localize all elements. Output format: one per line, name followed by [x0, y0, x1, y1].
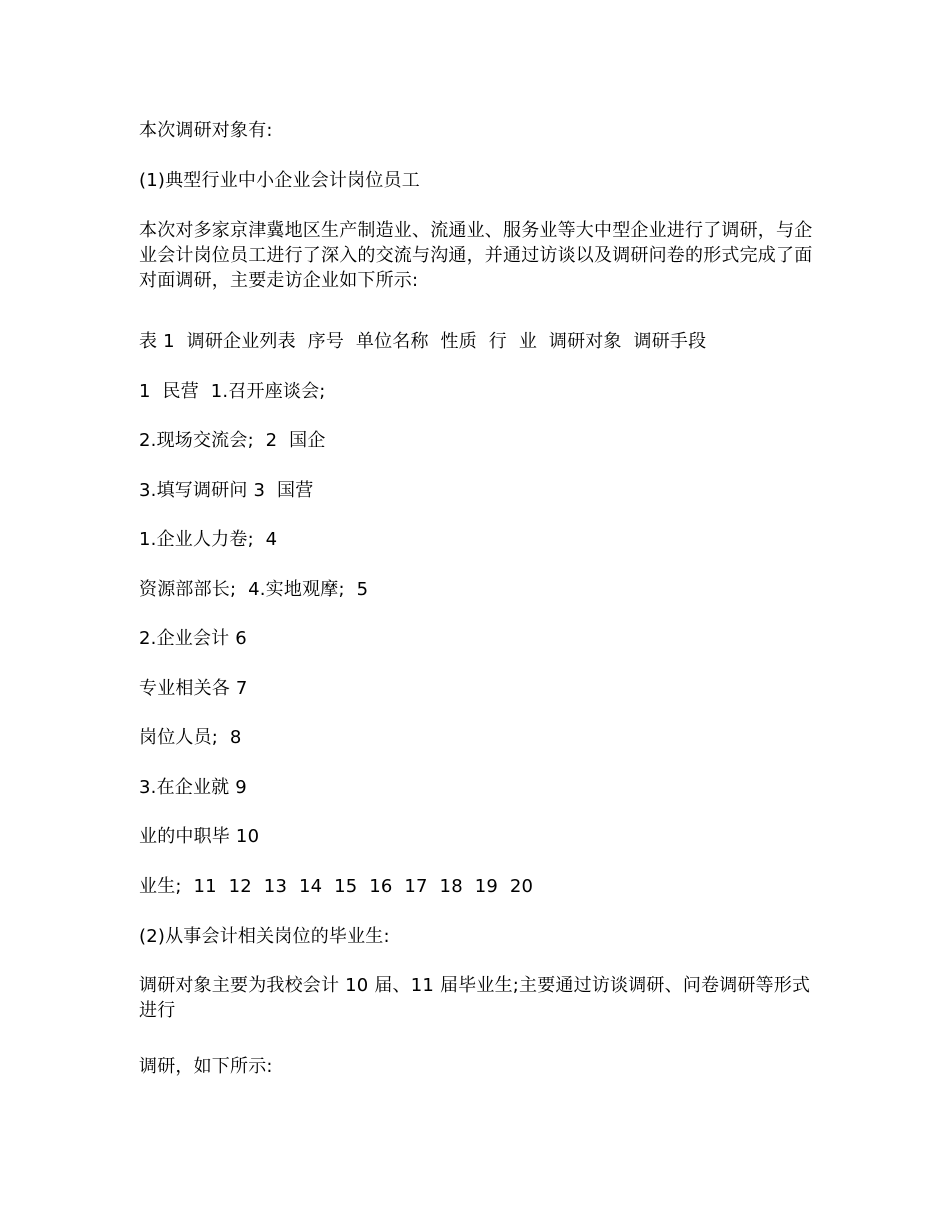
- table-text-line: 岗位人员; 8: [139, 727, 242, 748]
- heading-section-2: (2)从事会计相关岗位的毕业生:: [139, 926, 390, 947]
- paragraph-section-1-body: 本次对多家京津冀地区生产制造业、流通业、服务业等大中型企业进行了调研，与企业会计岗位员工进行了深入的交流与沟通，并通过访谈以及调研问卷的形式完成了面对面调研，主要走访企业如下所示:: [139, 220, 813, 291]
- table-text-line: 2.现场交流会; 2 国企: [139, 430, 326, 451]
- table-text-line: 专业相关各 7: [139, 678, 248, 699]
- table-text-line: 3.在企业就 9: [139, 777, 247, 798]
- table-text-line: 2.企业会计 6: [139, 628, 247, 649]
- table-text-line: 业的中职毕 10: [139, 826, 260, 847]
- table-caption: 表 1 调研企业列表 序号 单位名称 性质 行 业 调研对象 调研手段: [139, 331, 707, 352]
- paragraph-closing: 调研，如下所示:: [139, 1056, 273, 1077]
- paragraph-section-2-body: 调研对象主要为我校会计 10 届、11 届毕业生;主要通过访谈调研、问卷调研等形式进行: [139, 975, 811, 1021]
- table-text-line: 1 民营 1.召开座谈会;: [139, 381, 326, 402]
- table-text-line: 资源部部长; 4.实地观摩; 5: [139, 579, 369, 600]
- table-text-line: 1.企业人力卷; 4: [139, 529, 278, 550]
- heading-section-1: (1)典型行业中小企业会计岗位员工: [139, 170, 420, 191]
- table-text-line: 3.填写调研问 3 国营: [139, 480, 314, 501]
- paragraph-intro: 本次调研对象有:: [139, 120, 273, 141]
- table-text-line: 业生; 11 12 13 14 15 16 17 18 19 20: [139, 876, 534, 897]
